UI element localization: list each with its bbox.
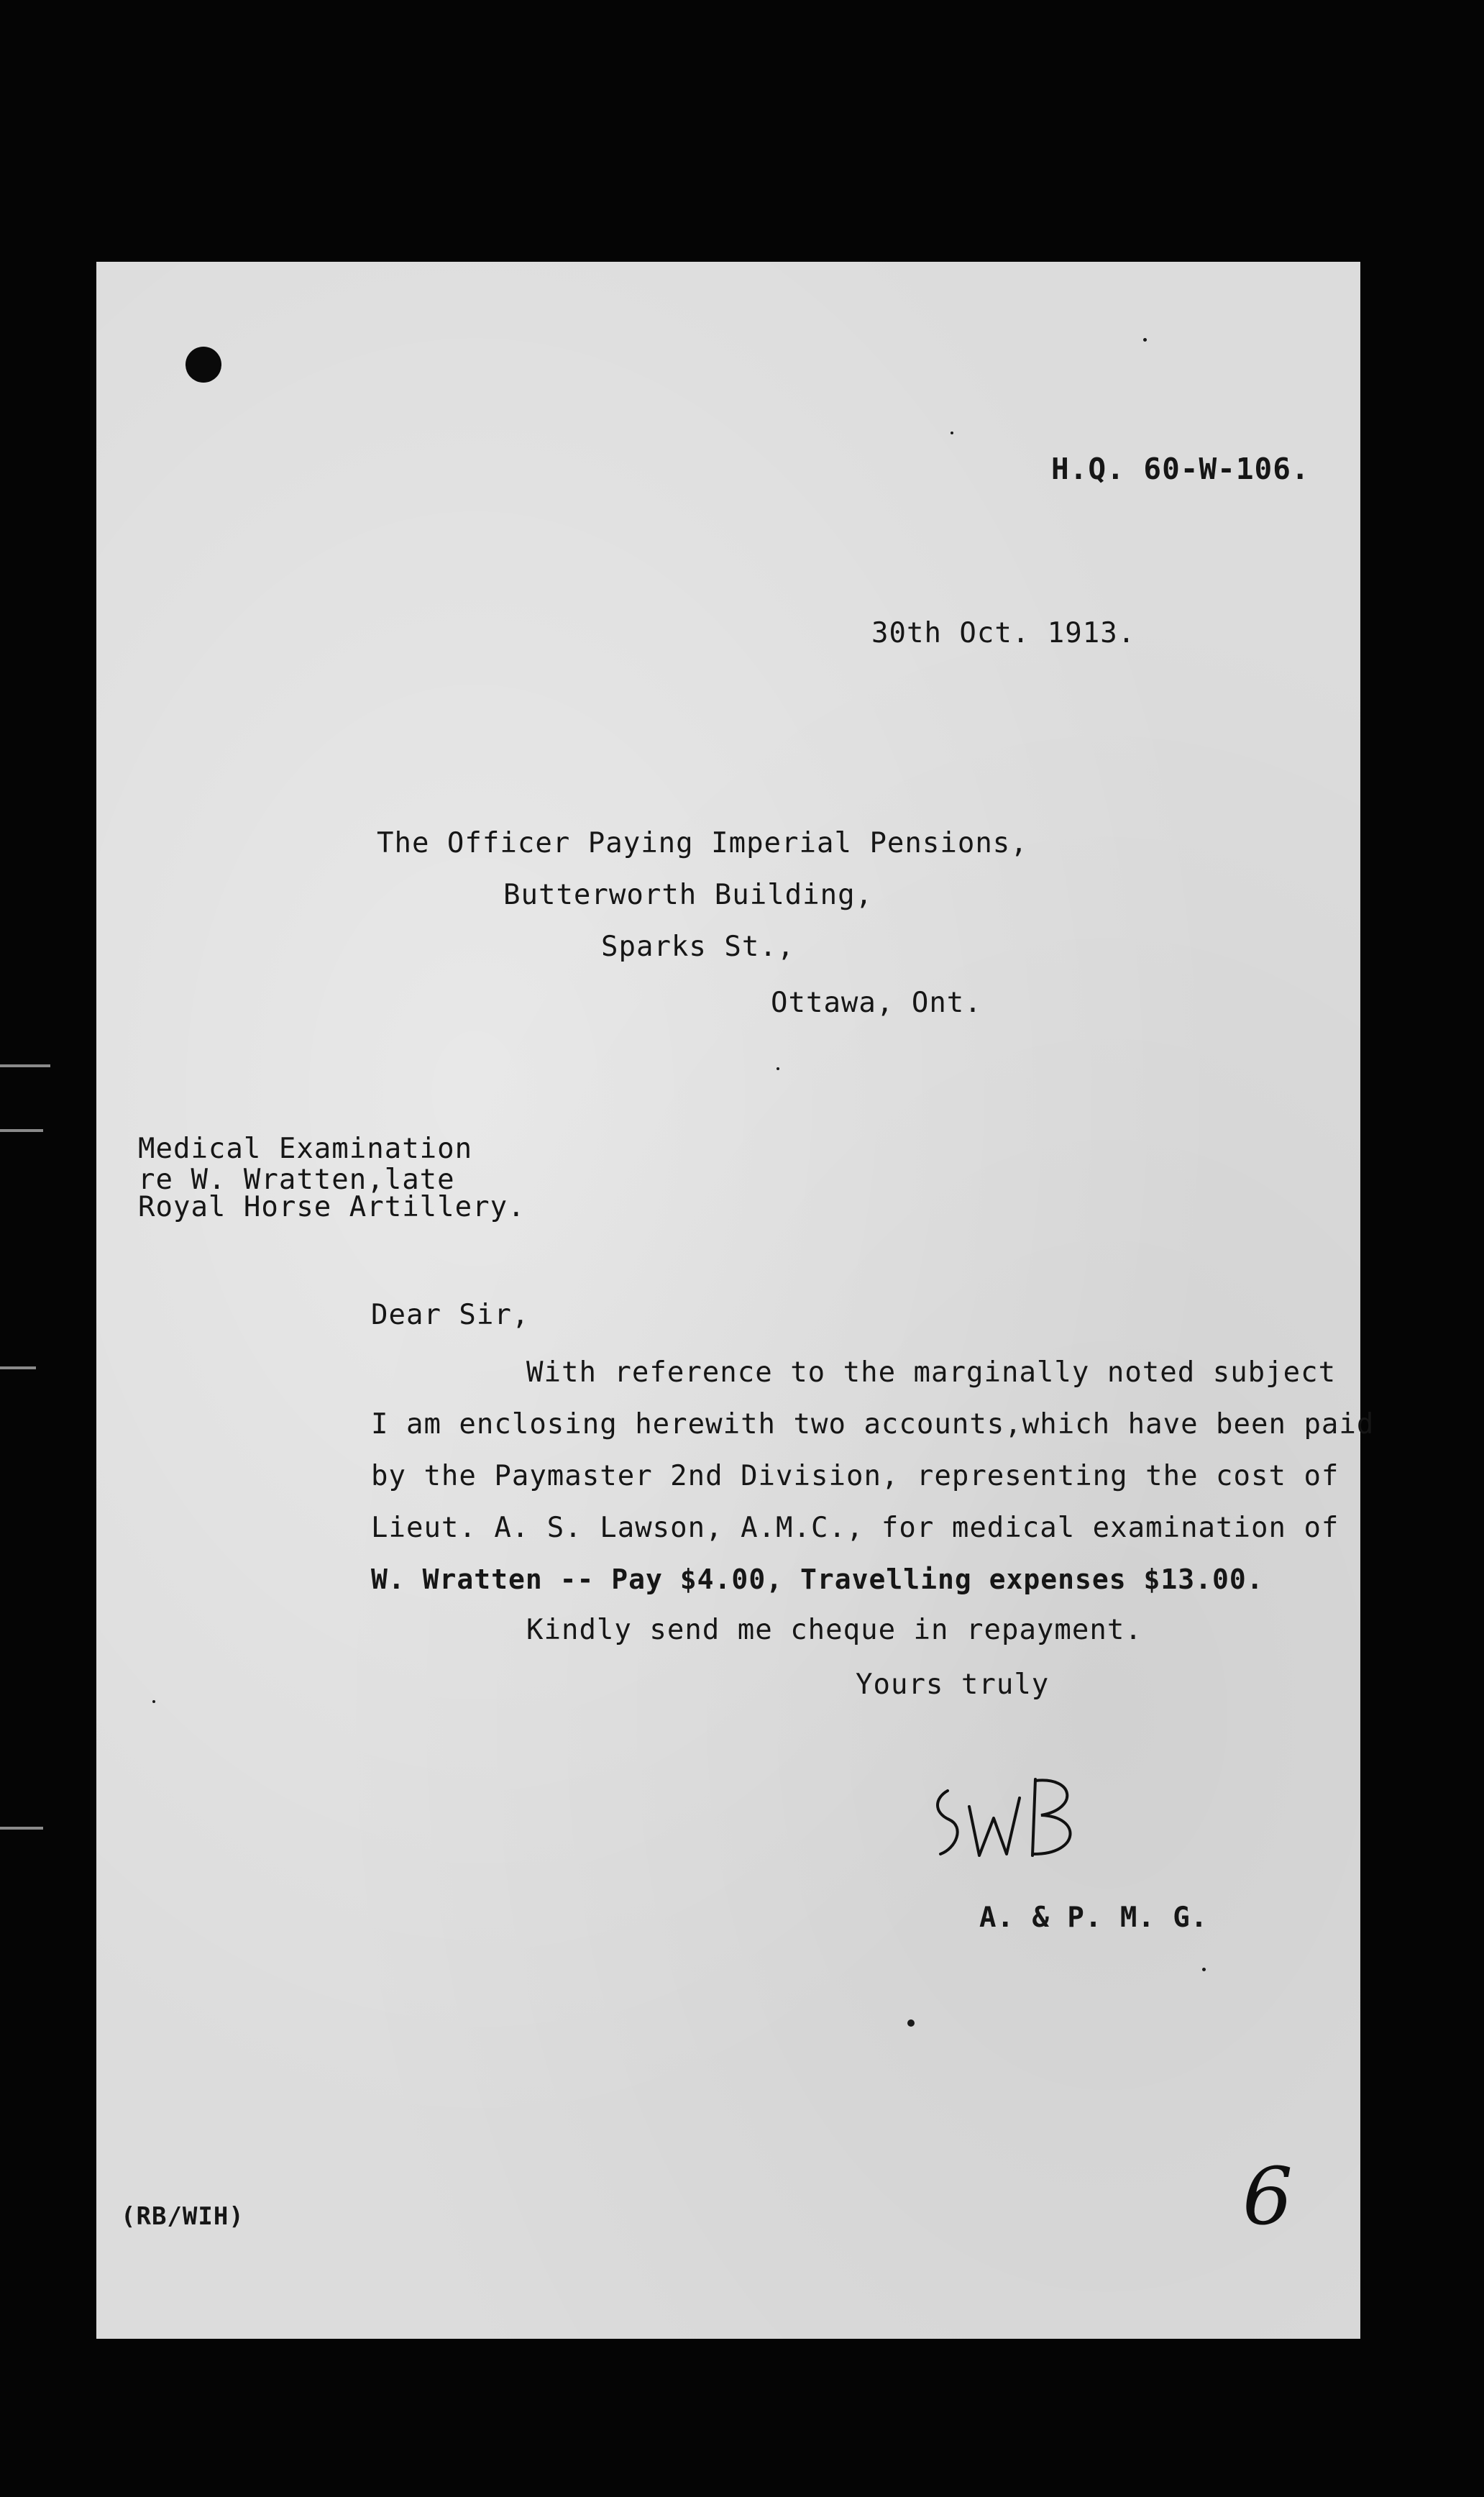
file-reference: H.Q. 60-W-106. xyxy=(1051,452,1310,486)
paper-speck xyxy=(777,1067,779,1070)
handwritten-page-number: 6 xyxy=(1242,2150,1293,2242)
edge-artifact xyxy=(0,1129,43,1132)
typist-reference: (RB/WIH) xyxy=(121,2202,244,2231)
closing: Yours truly xyxy=(856,1669,1050,1701)
body-line-5: W. Wratten -- Pay $4.00, Travelling expenses $13.00. xyxy=(371,1564,1264,1595)
body-line-2: I am enclosing herewith two accounts,which have been paid xyxy=(371,1408,1375,1441)
paper-speck xyxy=(1143,338,1147,342)
body-line-1: With reference to the marginally noted subject xyxy=(526,1356,1337,1389)
salutation: Dear Sir, xyxy=(371,1299,530,1331)
subject-line-1: Medical Examination xyxy=(138,1133,473,1165)
edge-artifact xyxy=(0,1366,36,1369)
edge-artifact xyxy=(0,1064,50,1067)
addressee-line-2: Butterworth Building, xyxy=(503,879,874,911)
body-line-6: Kindly send me cheque in repayment. xyxy=(526,1614,1142,1646)
paper-speck xyxy=(152,1700,155,1703)
subject-line-3: Royal Horse Artillery. xyxy=(138,1191,526,1223)
paper-speck xyxy=(1202,1968,1206,1971)
body-line-3: by the Paymaster 2nd Division, representing the cost of xyxy=(371,1460,1339,1492)
handwritten-initials-signature xyxy=(927,1769,1136,1877)
paper-speck xyxy=(907,2019,915,2027)
body-line-4: Lieut. A. S. Lawson, A.M.C., for medical examination of xyxy=(371,1512,1339,1544)
paper-speck xyxy=(951,432,953,434)
edge-artifact xyxy=(0,1827,43,1830)
punch-hole xyxy=(186,347,221,383)
addressee-line-4: Ottawa, Ont. xyxy=(771,987,982,1019)
letter-page xyxy=(96,262,1360,2339)
signatory-office: A. & P. M. G. xyxy=(979,1902,1209,1934)
subject-line-2: re W. Wratten,late xyxy=(138,1164,455,1196)
addressee-line-1: The Officer Paying Imperial Pensions, xyxy=(377,827,1028,859)
addressee-line-3: Sparks St., xyxy=(601,931,795,963)
letter-date: 30th Oct. 1913. xyxy=(871,617,1136,649)
